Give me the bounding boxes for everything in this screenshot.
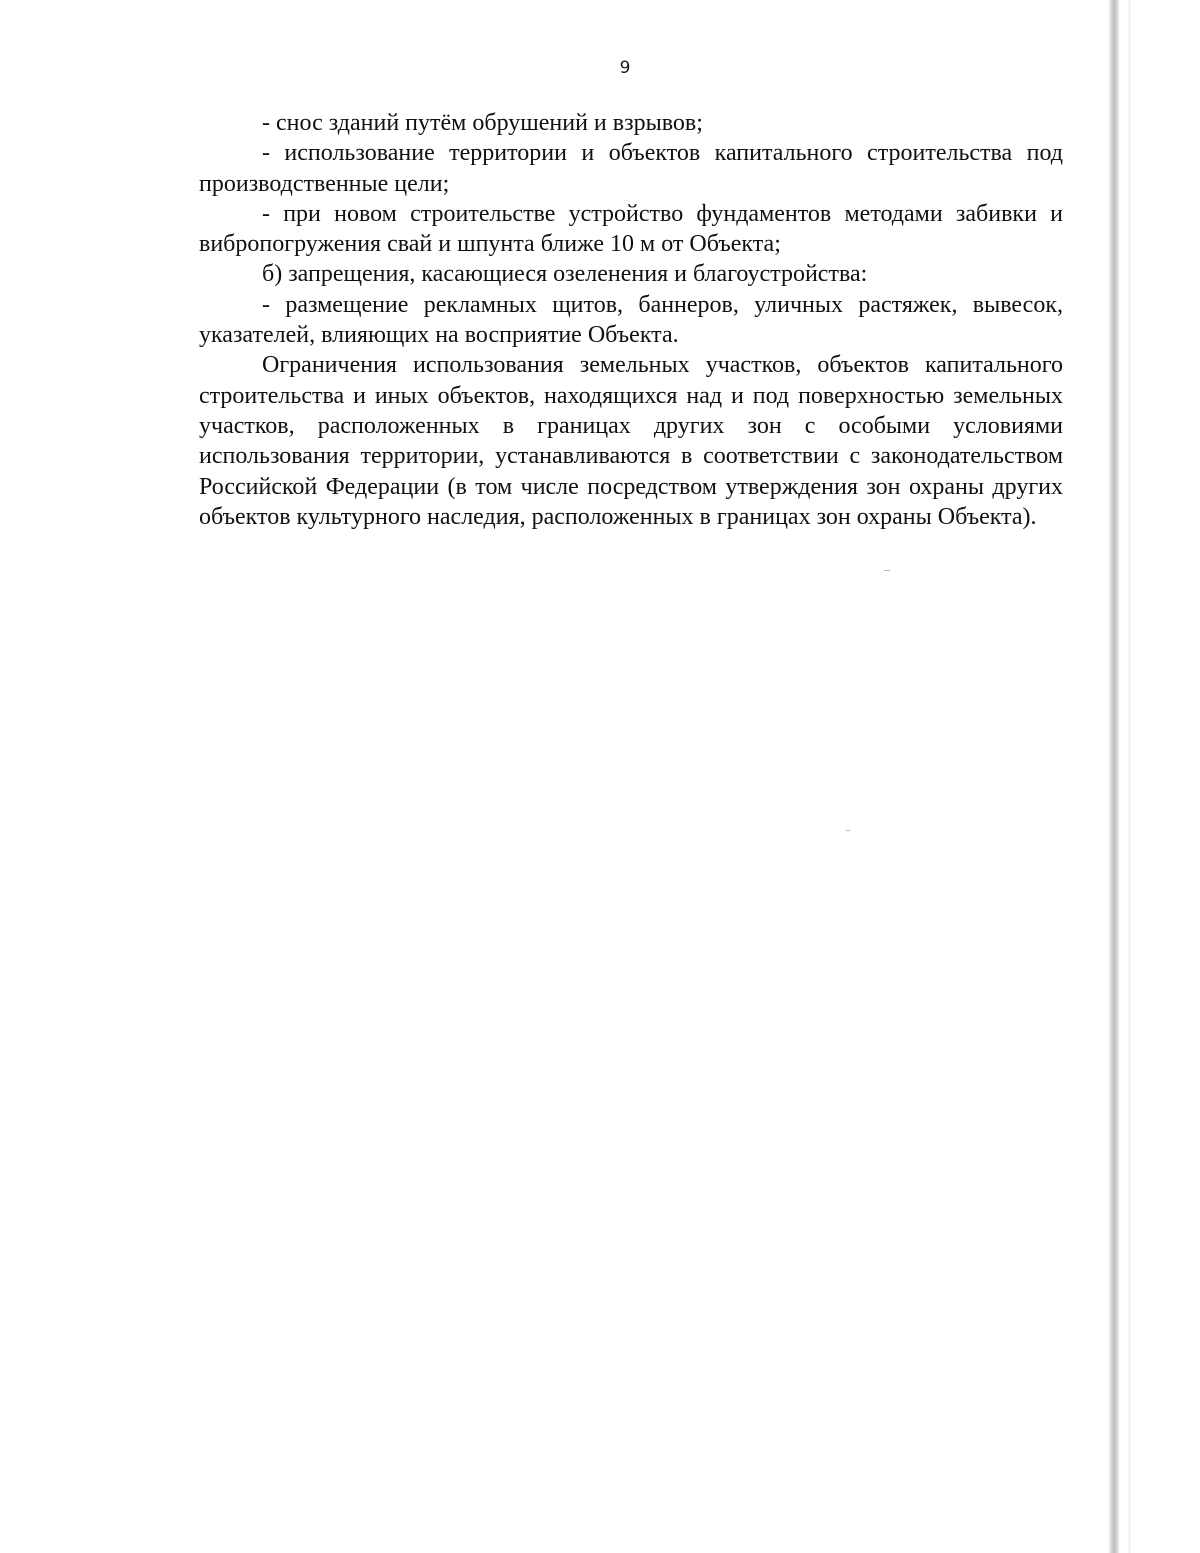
scan-speck [846,830,850,831]
paragraph-restrictions: Ограничения использования земельных участков, объектов капитального строительства и иных объектов, находящихся над и под поверхностью земельных участков, расположенных в границах других зон с особыми условиями использования территории, устанавливаются в соответствии с законодательством Российской Федерации (в том числе посредством утверждения зон охраны других объектов культурного наследия, расположенных в границах зон охраны Объекта). [199,352,1063,530]
paragraph-industrial-use: - использование территории и объектов капитального строительства под производственные цели; [199,140,1063,197]
paragraph-landscaping-heading: б) запрещения, касающиеся озеленения и благоустройства: [262,261,868,288]
page-number: 9 [619,58,631,78]
scan-shadow-line [1128,0,1131,1553]
paragraph-demolition: - снос зданий путём обрушений и взрывов; [262,110,703,136]
paragraph-advertising: - размещение рекламных щитов, баннеров, уличных растяжек, вывесок, указателей, влияющих на восприятие Объекта. [199,291,1063,349]
paragraph-foundations: - при новом строительстве устройство фундаментов методами забивки и вибропогружения свай и шпунта ближе 10 м от Объекта; [199,200,1063,258]
scan-speck [884,570,890,571]
document-body [199,108,1063,532]
scan-shadow-edge [1108,0,1120,1553]
